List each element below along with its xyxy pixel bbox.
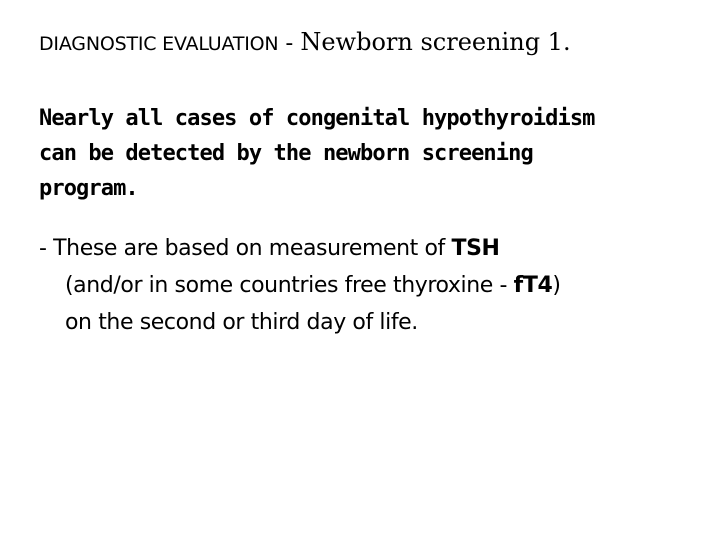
bullet-text: ): [552, 273, 561, 298]
title-dash: -: [278, 31, 301, 56]
bullet-line: on the second or third day of life.: [65, 310, 418, 335]
lead-line: Nearly all cases of congenital hypothyroidism: [39, 106, 595, 131]
title-suffix: Newborn screening 1.: [300, 28, 571, 56]
bullet-text: - These are based on measurement of: [39, 236, 452, 261]
lead-line: program.: [39, 176, 138, 201]
tsh-term: TSH: [451, 236, 500, 261]
ft4-term: fT4: [513, 273, 553, 298]
title-prefix: DIAGNOSTIC EVALUATION: [39, 33, 279, 55]
bullet-text: (and/or in some countries free thyroxine -: [65, 273, 514, 298]
lead-paragraph: [39, 101, 699, 206]
lead-line: can be detected by the newborn screening: [39, 141, 533, 166]
bullet-line: [39, 267, 709, 304]
bullet-line: [39, 230, 709, 267]
bullet-paragraph: [39, 230, 709, 341]
slide-title: [39, 26, 699, 62]
